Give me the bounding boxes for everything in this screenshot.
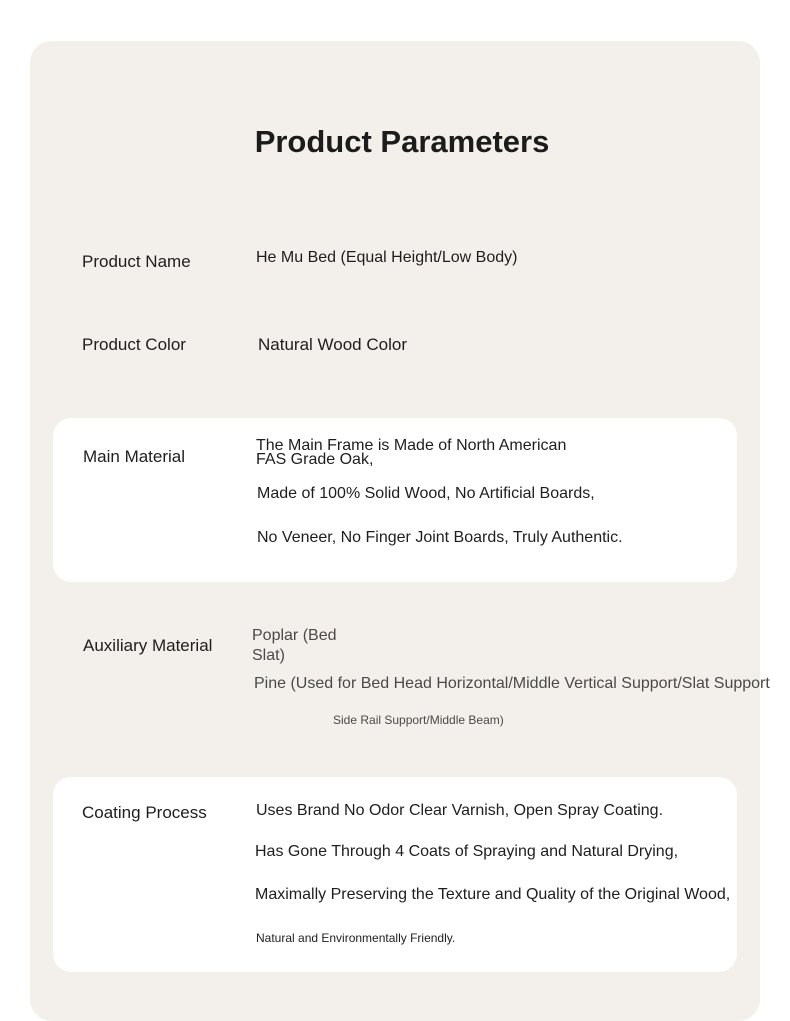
main-material-line-3: Made of 100% Solid Wood, No Artificial Boards, xyxy=(257,485,595,502)
main-material-line-1: The Main Frame is Made of North American xyxy=(256,437,567,454)
coating-process-line-2: Has Gone Through 4 Coats of Spraying and Natural Drying, xyxy=(255,843,679,860)
coating-process-line-1: Uses Brand No Odor Clear Varnish, Open Spray Coating. xyxy=(256,802,664,819)
coating-process-label: Coating Process xyxy=(82,803,207,822)
main-material-line-4: No Veneer, No Finger Joint Boards, Truly Authentic. xyxy=(257,529,623,546)
auxiliary-material-line-3: Side Rail Support/Middle Beam) xyxy=(333,713,504,727)
auxiliary-material-label: Auxiliary Material xyxy=(83,636,213,655)
main-material-label: Main Material xyxy=(83,447,186,466)
coating-process-line-4: Natural and Environmentally Friendly. xyxy=(256,931,456,945)
product-color-value: Natural Wood Color xyxy=(258,335,407,354)
auxiliary-material-line-1a: Poplar (Bed xyxy=(252,627,337,644)
main-material-line-2: FAS Grade Oak, xyxy=(256,451,374,468)
auxiliary-material-line-2: Pine (Used for Bed Head Horizontal/Middle Vertical Support/Slat Support xyxy=(254,675,770,692)
coating-process-line-3: Maximally Preserving the Texture and Quality of the Original Wood, xyxy=(255,886,731,903)
page-title: Product Parameters xyxy=(254,124,550,159)
product-name-value: He Mu Bed (Equal Height/Low Body) xyxy=(256,249,518,266)
product-name-label: Product Name xyxy=(82,252,191,271)
product-color-label: Product Color xyxy=(82,335,186,354)
auxiliary-material-line-1b: Slat) xyxy=(252,647,285,664)
